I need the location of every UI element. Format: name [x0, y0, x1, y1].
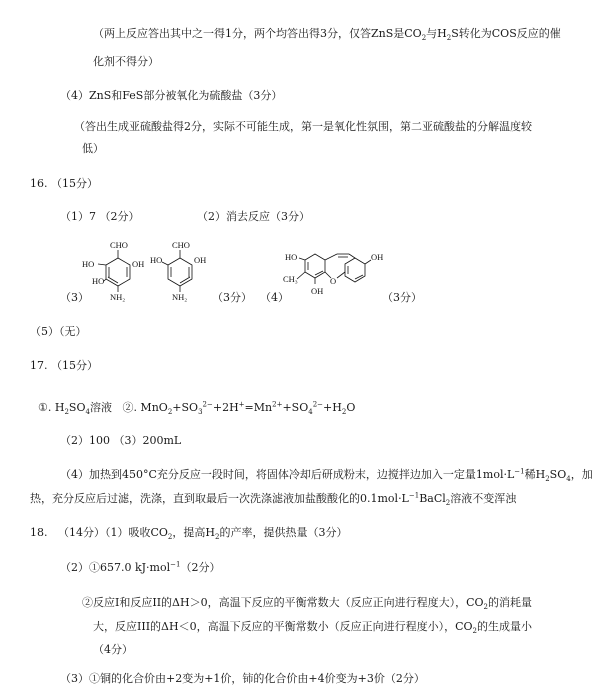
structure-b: [150, 240, 220, 306]
q17-part-4-line-2: 热，充分反应后过滤，洗涤，直到取最后一次洗涤滤液加盐酸酸化的$0.1mol\cdot L^{-1}BaCl_2$溶液不变浑浊: [30, 491, 517, 508]
structure-a: [82, 240, 152, 306]
q15-4-answer: （4）ZnS和FeS部分被氧化为硫酸盐（3分）: [60, 89, 283, 102]
q15-4-note-line-2: 低）: [82, 142, 104, 155]
q16-part-2: （2）消去反应（3分）: [197, 210, 310, 223]
q17-part-1: ①. $H_2SO_4$溶液 ②. $MnO_2+SO_3^{2-}+2H^+=Mn^{2+}+SO_4^{2-}+H_2O$: [38, 400, 356, 417]
q18-header: 18. （14分）（1）吸收$CO_2$，提高$H_2$的产率，提供热量（3分）: [30, 526, 348, 542]
q16-header: 16. （15分）: [30, 177, 98, 190]
structure-b-cho: CHO: [172, 240, 190, 250]
q17-part-4-line-1: （4）加热到450°C充分反应一段时间，将固体冷却后研成粉末，边搅拌边加入一定量$1mol\cdot L^{-1}$稀$H_2SO_4$，加: [60, 467, 593, 484]
q18-part-2-b-line-1: ②反应I和反应II的ΔH＞0，高温下反应的平衡常数大（反应正向进行程度大），$CO_2$的消耗量: [82, 596, 532, 612]
q18-part-2-b-line-3: （4分）: [93, 643, 133, 656]
top-note-line-1: （两上反应答出其中之一得1分，两个均答出得3分，仅答ZnS是$CO_2$与$H_2S$转化为COS反应的催: [93, 27, 561, 43]
structure-c: [283, 248, 393, 308]
structure-a-ho-2: HO: [92, 276, 105, 286]
structure-b-ho: HO: [150, 255, 163, 265]
q17-header: 17. （15分）: [30, 359, 98, 372]
structure-a-ho: HO: [82, 259, 95, 269]
structure-c-oh-right: OH: [371, 252, 384, 262]
q16-part-5: （5）（无）: [30, 325, 87, 338]
q16-part-4-score: （3分）: [382, 291, 422, 304]
q16-part-4-label: （4）: [260, 291, 289, 304]
q18-part-2-a: （2）①657.0 kJ·mol$^{-1}$（2分）: [60, 560, 221, 574]
top-note-line-2: 化剂不得分）: [93, 55, 159, 68]
structure-c-oh-bottom: OH: [311, 286, 324, 296]
structure-b-oh: OH: [194, 255, 207, 265]
q16-part-3-score: （3分）: [212, 291, 252, 304]
q18-part-2-b-line-2: 大，反应III的ΔH＜0，高温下反应的平衡常数小（反应正向进行程度小），$CO_2$的生成量小: [93, 620, 532, 636]
structure-a-nh2: NH₂: [110, 292, 126, 302]
structure-a-cho: CHO: [110, 240, 128, 250]
structure-b-nh2: NH₂: [172, 292, 188, 302]
q17-part-2-3: （2）100 （3）200mL: [60, 434, 182, 447]
structure-c-ch3: CH₃: [283, 274, 298, 284]
structure-c-ho: HO: [285, 252, 298, 262]
q18-part-3: （3）①铜的化合价由+2变为+1价，铈的化合价由+4价变为+3价（2分）: [60, 672, 425, 685]
q16-part-3-label: （3）: [60, 291, 89, 304]
structure-a-oh: OH: [132, 259, 145, 269]
q15-4-note-line-1: （答出生成亚硫酸盐得2分，实际不可能生成，第一是氧化性氛围，第二亚硫酸盐的分解温度较: [74, 120, 532, 133]
q16-part-1: （1）7 （2分）: [60, 210, 140, 223]
structure-c-o: O: [330, 276, 337, 286]
